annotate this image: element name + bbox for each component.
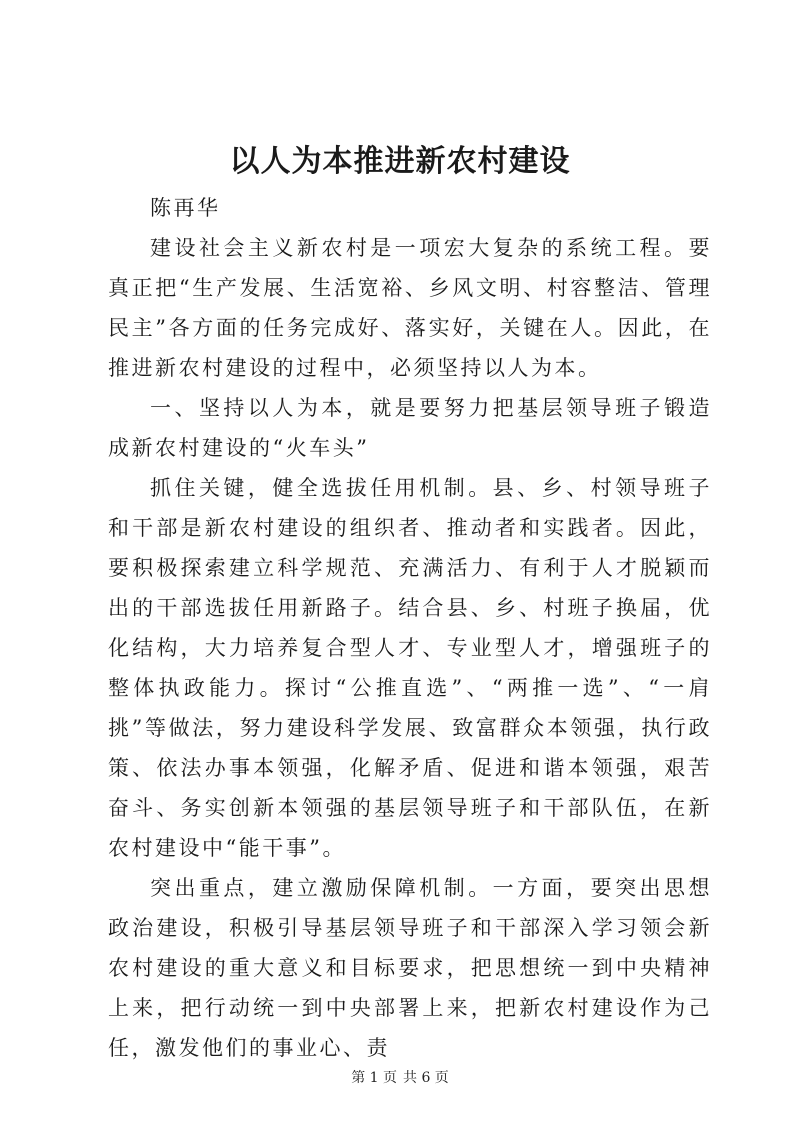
author-line: 陈再华 xyxy=(150,196,221,220)
document-body xyxy=(108,188,712,1068)
section-heading-1: 一、坚持以人为本，就是要努力把基层领导班子锻造成新农村建设的“火车头” xyxy=(108,396,712,460)
paragraph-1: 建设社会主义新农村是一项宏大复杂的系统工程。要真正把“生产发展、生活宽裕、乡风文明、村容整洁、管理民主”各方面的任务完成好、落实好，关键在人。因此，在推进新农村建设的过程中，必须坚持以人为本。 xyxy=(108,236,712,380)
page-total: 共 6 页 xyxy=(403,1070,449,1086)
paragraph-3: 突出重点，建立激励保障机制。一方面，要突出思想政治建设，积极引导基层领导班子和干部深入学习领会新农村建设的重大意义和目标要求，把思想统一到中央精神上来，把行动统一到中央部署上来，把新农村建设作为己任，激发他们的事业心、责 xyxy=(108,876,712,1060)
page-footer xyxy=(0,1068,800,1088)
page-number: 第 1 页 xyxy=(351,1070,397,1086)
paragraph-2: 抓住关键，健全选拔任用机制。县、乡、村领导班子和干部是新农村建设的组织者、推动者和实践者。因此，要积极探索建立科学规范、充满活力、有利于人才脱颖而出的干部选拔任用新路子。结合县、乡、村班子换届，优化结构，大力培养复合型人才、专业型人才，增强班子的整体执政能力。探讨“公推直选”、“两推一选”、“一肩挑”等做法，努力建设科学发展、致富群众本领强，执行政策、依法办事本领强，化解矛盾、促进和谐本领强，艰苦奋斗、务实创新本领强的基层领导班子和干部队伍，在新农村建设中“能干事”。 xyxy=(108,476,712,860)
document-title: 以人为本推进新农村建设 xyxy=(229,144,571,179)
